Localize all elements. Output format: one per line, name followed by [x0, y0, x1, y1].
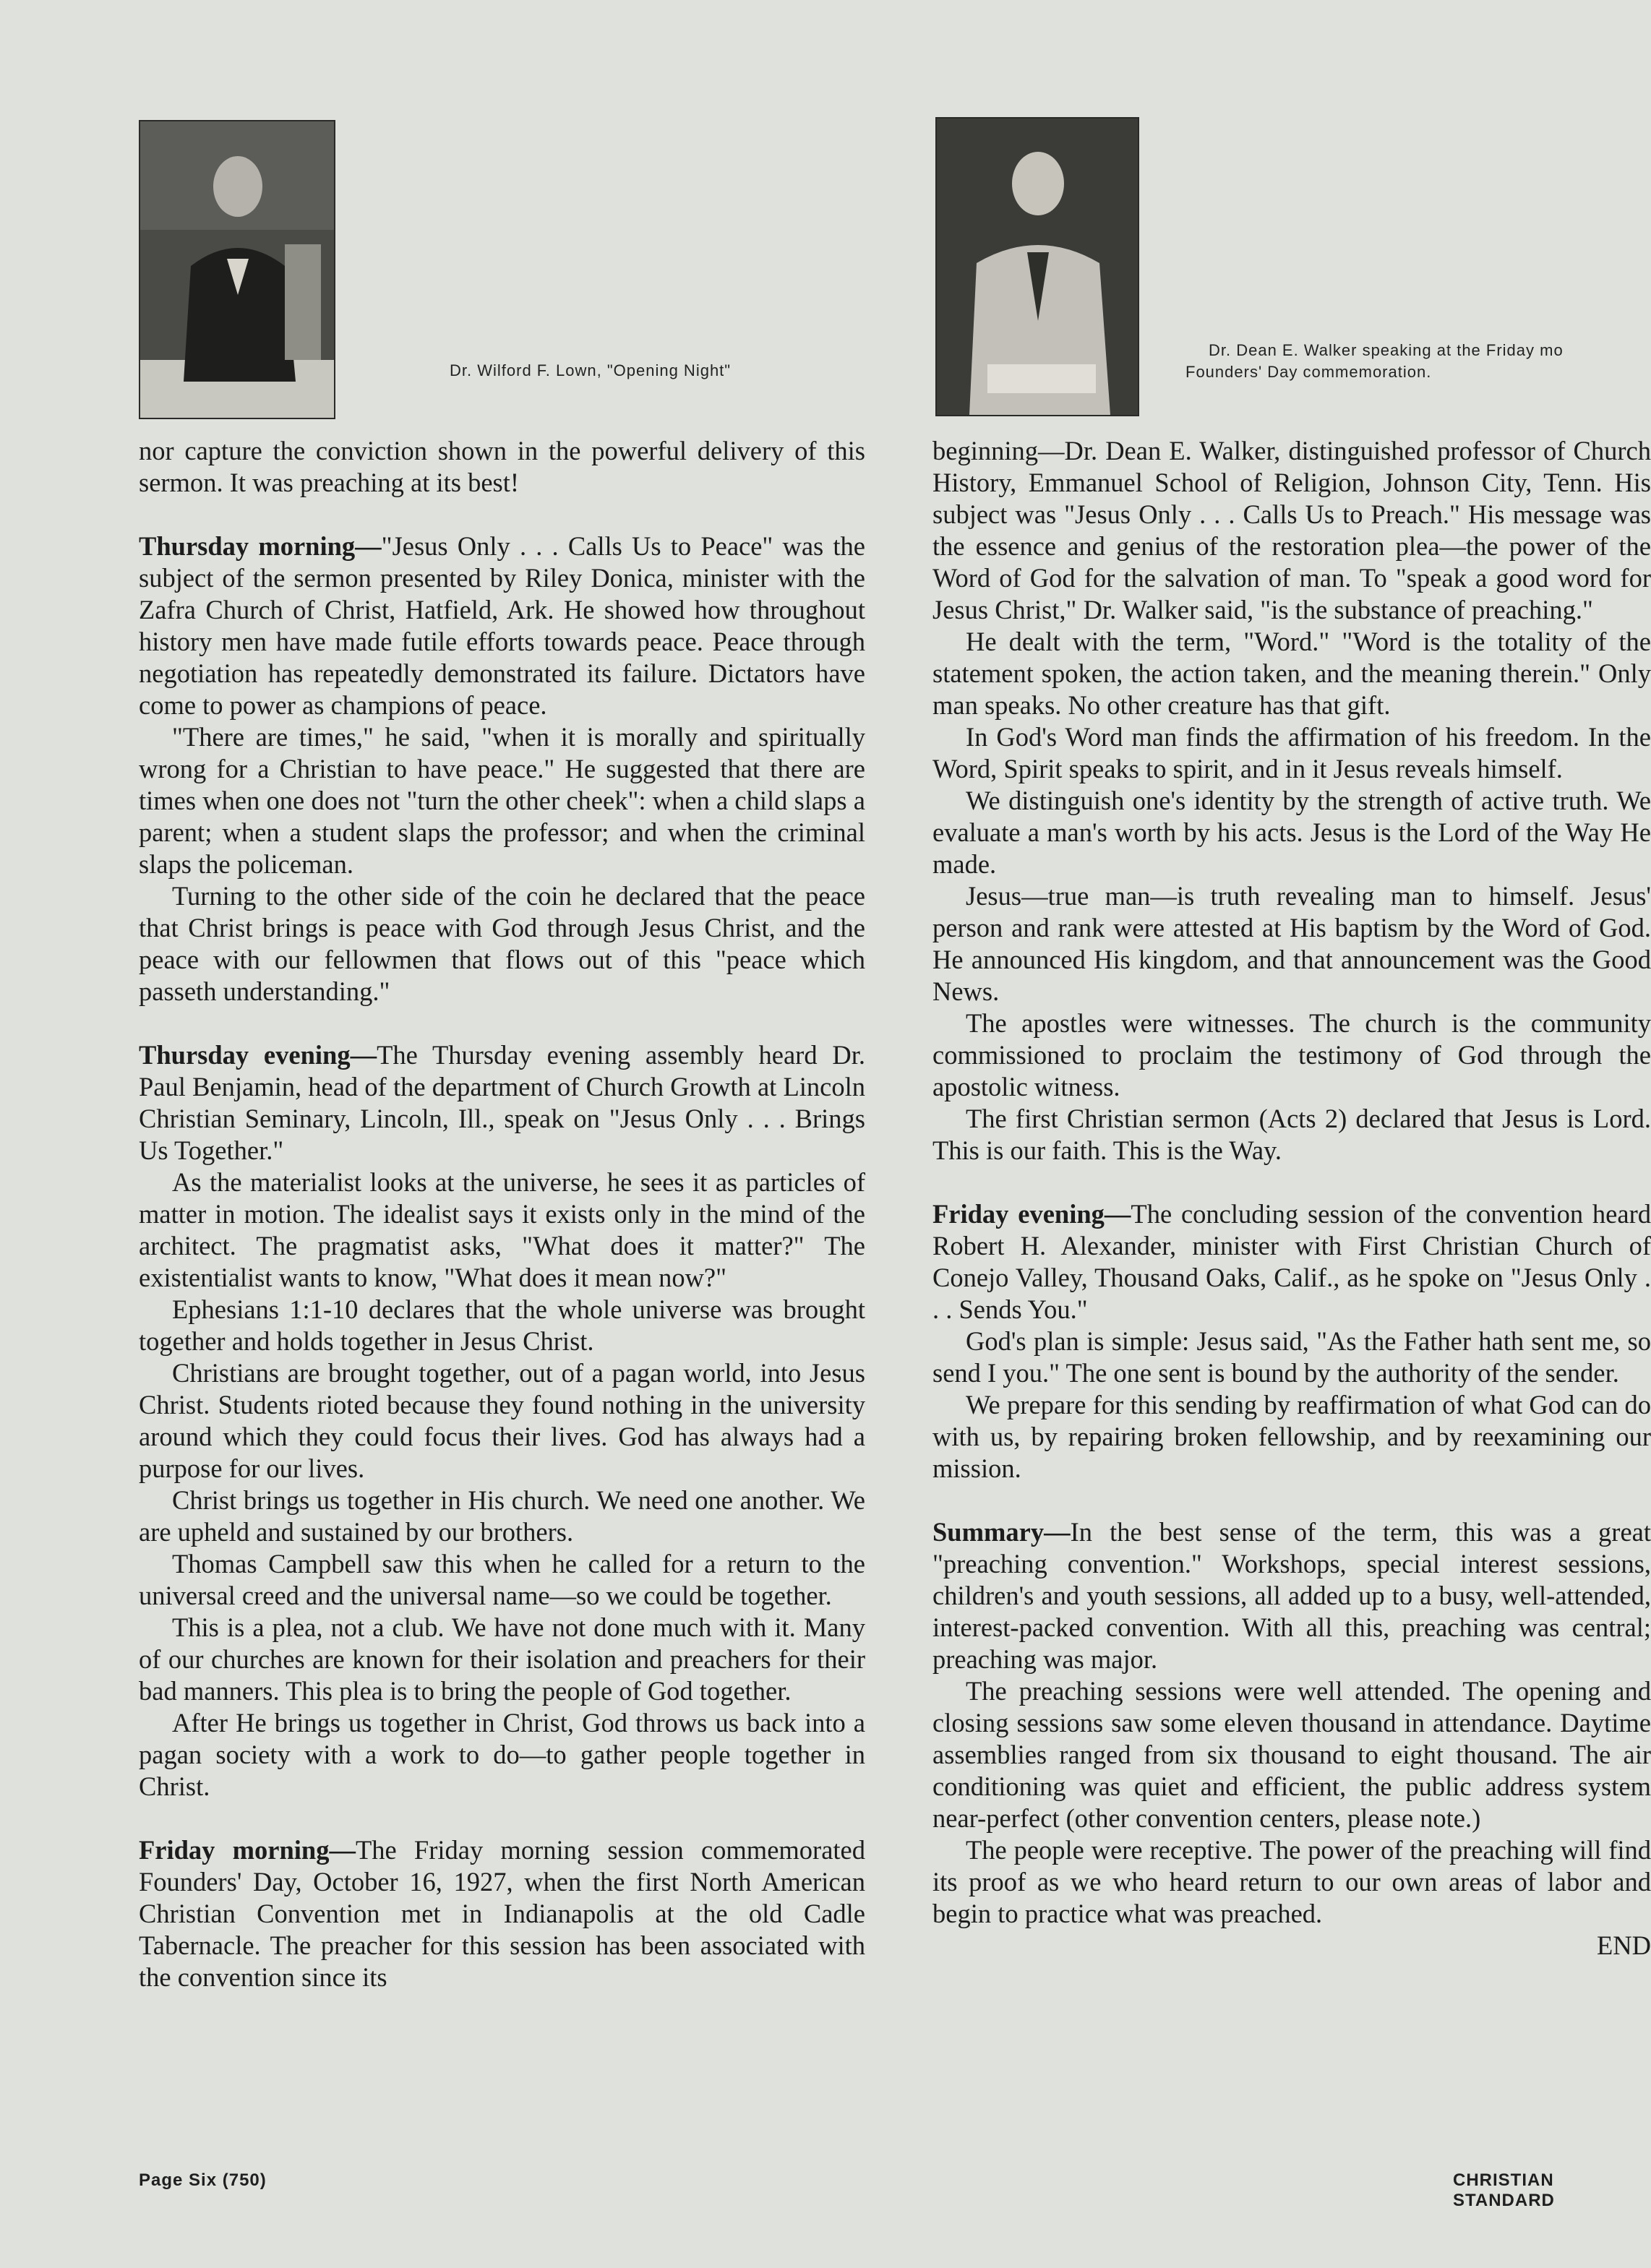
paragraph: The preaching sessions were well attended. The opening and closing sessions saw some eleven thousand in attendance. Daytime assemblies ranged from six thousand to eight thousand. The air conditioning was quiet and efficient, the public address system near-perfect (other convention centers, please note.) [932, 1676, 1651, 1833]
speaker-photo-left [140, 121, 334, 418]
paragraph: Ephesians 1:1-10 declares that the whole universe was brought together and holds together in Jesus Christ. [139, 1294, 865, 1356]
photo-wilford-lown [139, 120, 335, 419]
section-summary [932, 1516, 1651, 1675]
paragraph-text: "Jesus Only . . . Calls Us to Peace" was the subject of the sermon presented by Riley Donica, minister with the Zafra Church of Christ, Hatfield, Ark. He showed how throughout history men have made futile efforts towards peace. Peace through negotiation has repeatedly demonstrated its failure. Dictators have come to power as champions of peace. [139, 531, 865, 720]
paragraph: As the materialist looks at the universe, he sees it as particles of matter in motion. The idealist says it exists only in the mind of the architect. The pragmatist asks, "What does it matter?" The existentialist wants to know, "What does it mean now?" [139, 1167, 865, 1292]
paragraph: We distinguish one's identity by the strength of active truth. We evaluate a man's worth by his acts. Jesus is the Lord of the Way He made. [932, 786, 1651, 879]
paragraph: The apostles were witnesses. The church is the community commissioned to proclaim the testimony of God through the apostolic witness. [932, 1008, 1651, 1101]
section-heading: Friday evening— [932, 1199, 1131, 1229]
paragraph: The first Christian sermon (Acts 2) declared that Jesus is Lord. This is our faith. This is the Way. [932, 1104, 1651, 1165]
paragraph: Thomas Campbell saw this when he called for a return to the universal creed and the universal name—so we could be together. [139, 1549, 865, 1610]
paragraph: The people were receptive. The power of the preaching will find its proof as we who heard return to our own areas of labor and begin to practice what was preached. [932, 1835, 1651, 1928]
paragraph: He dealt with the term, "Word." "Word is the totality of the statement spoken, the action taken, and the meaning therein." Only man speaks. No other creature has that gift. [932, 627, 1651, 720]
speaker-photo-right [937, 119, 1138, 415]
end-mark: END [1596, 1930, 1651, 1960]
footer-publication: CHRISTIAN STANDARD [1453, 2170, 1555, 2210]
paragraph-text: The concluding session of the convention heard Robert H. Alexander, minister with First Christian Church of Conejo Valley, Thousand Oaks, Calif., as he spoke on "Jesus Only . . . Sends You." [932, 1199, 1651, 1324]
article-right-column [932, 435, 1651, 1962]
paragraph: In God's Word man finds the affirmation of his freedom. In the Word, Spirit speaks to spirit, and in it Jesus reveals himself. [932, 722, 1651, 783]
paragraph: Turning to the other side of the coin he declared that the peace that Christ brings is peace with God through Jesus Christ, and the peace with our fellowmen that flows out of this "peace which passeth understanding." [139, 881, 865, 1006]
section-heading: Summary— [932, 1517, 1071, 1547]
paragraph-text: The Friday morning session commemorated Founders' Day, October 16, 1927, when the first North American Christian Convention met in Indianapolis at the old Cadle Tabernacle. The preacher for this session has been associated with the convention since its [139, 1835, 865, 1992]
footer-page-number: Page Six (750) [139, 2170, 267, 2190]
photo-caption-right-line2: Founders' Day commemoration. [1185, 363, 1432, 381]
photo-dean-walker [935, 117, 1139, 416]
section-thursday-evening [139, 1039, 865, 1167]
section-friday-morning [139, 1834, 865, 1993]
photo-caption-left: Dr. Wilford F. Lown, "Opening Night" [450, 361, 732, 379]
section-thursday-morning [139, 531, 865, 721]
section-heading: Friday morning— [139, 1835, 356, 1865]
section-heading: Thursday evening— [139, 1040, 377, 1070]
section-heading: Thursday morning— [139, 531, 382, 561]
paragraph: beginning—Dr. Dean E. Walker, distinguished professor of Church History, Emmanuel School of Religion, Johnson City, Tenn. His subject was "Jesus Only . . . Calls Us to Preach." His message was the essence and genius of the restoration plea—the power of the Word of God for the salvation of man. To "speak a good word for Jesus Christ," Dr. Walker said, "is the substance of preaching." [932, 436, 1651, 624]
paragraph-text: In the best sense of the term, this was a great "preaching convention." Workshops, special interest sessions, children's and youth sessions, all added up to a busy, well-attended, interest-packed convention. With all this, preaching was central; preaching was major. [932, 1517, 1651, 1674]
paragraph: nor capture the conviction shown in the powerful delivery of this sermon. It was preaching at its best! [139, 436, 865, 497]
paragraph: After He brings us together in Christ, God throws us back into a pagan society with a work to do—to gather people together in Christ. [139, 1708, 865, 1801]
article-left-column [139, 435, 865, 1993]
paragraph: Christians are brought together, out of a pagan world, into Jesus Christ. Students rioted because they found nothing in the university around which they could focus their lives. God has always had a purpose for our lives. [139, 1358, 865, 1483]
photo-caption-right-line1: Dr. Dean E. Walker speaking at the Friday mo [1209, 341, 1564, 359]
paragraph: "There are times," he said, "when it is morally and spiritually wrong for a Christian to have peace." He suggested that there are times when one does not "turn the other cheek": when a child slaps a parent; when a student slaps the professor; and when the criminal slaps the policeman. [139, 722, 865, 879]
paragraph: This is a plea, not a club. We have not done much with it. Many of our churches are known for their isolation and preachers for their bad manners. This plea is to bring the people of God together. [139, 1612, 865, 1706]
paragraph: God's plan is simple: Jesus said, "As the Father hath sent me, so send I you." The one sent is bound by the authority of the sender. [932, 1326, 1651, 1388]
paragraph: Jesus—true man—is truth revealing man to himself. Jesus' person and rank were attested at His baptism by the Word of God. He announced His kingdom, and that announcement was the Good News. [932, 881, 1651, 1006]
paragraph: We prepare for this sending by reaffirmation of what God can do with us, by repairing broken fellowship, and by reexamining our mission. [932, 1390, 1651, 1483]
section-friday-evening [932, 1198, 1651, 1326]
paragraph-text: The Thursday evening assembly heard Dr. Paul Benjamin, head of the department of Church Growth at Lincoln Christian Seminary, Lincoln, Ill., speak on "Jesus Only . . . Brings Us Together." [139, 1040, 865, 1165]
paragraph: Christ brings us together in His church. We need one another. We are upheld and sustained by our brothers. [139, 1485, 865, 1547]
photo-caption-right [1185, 340, 1564, 383]
